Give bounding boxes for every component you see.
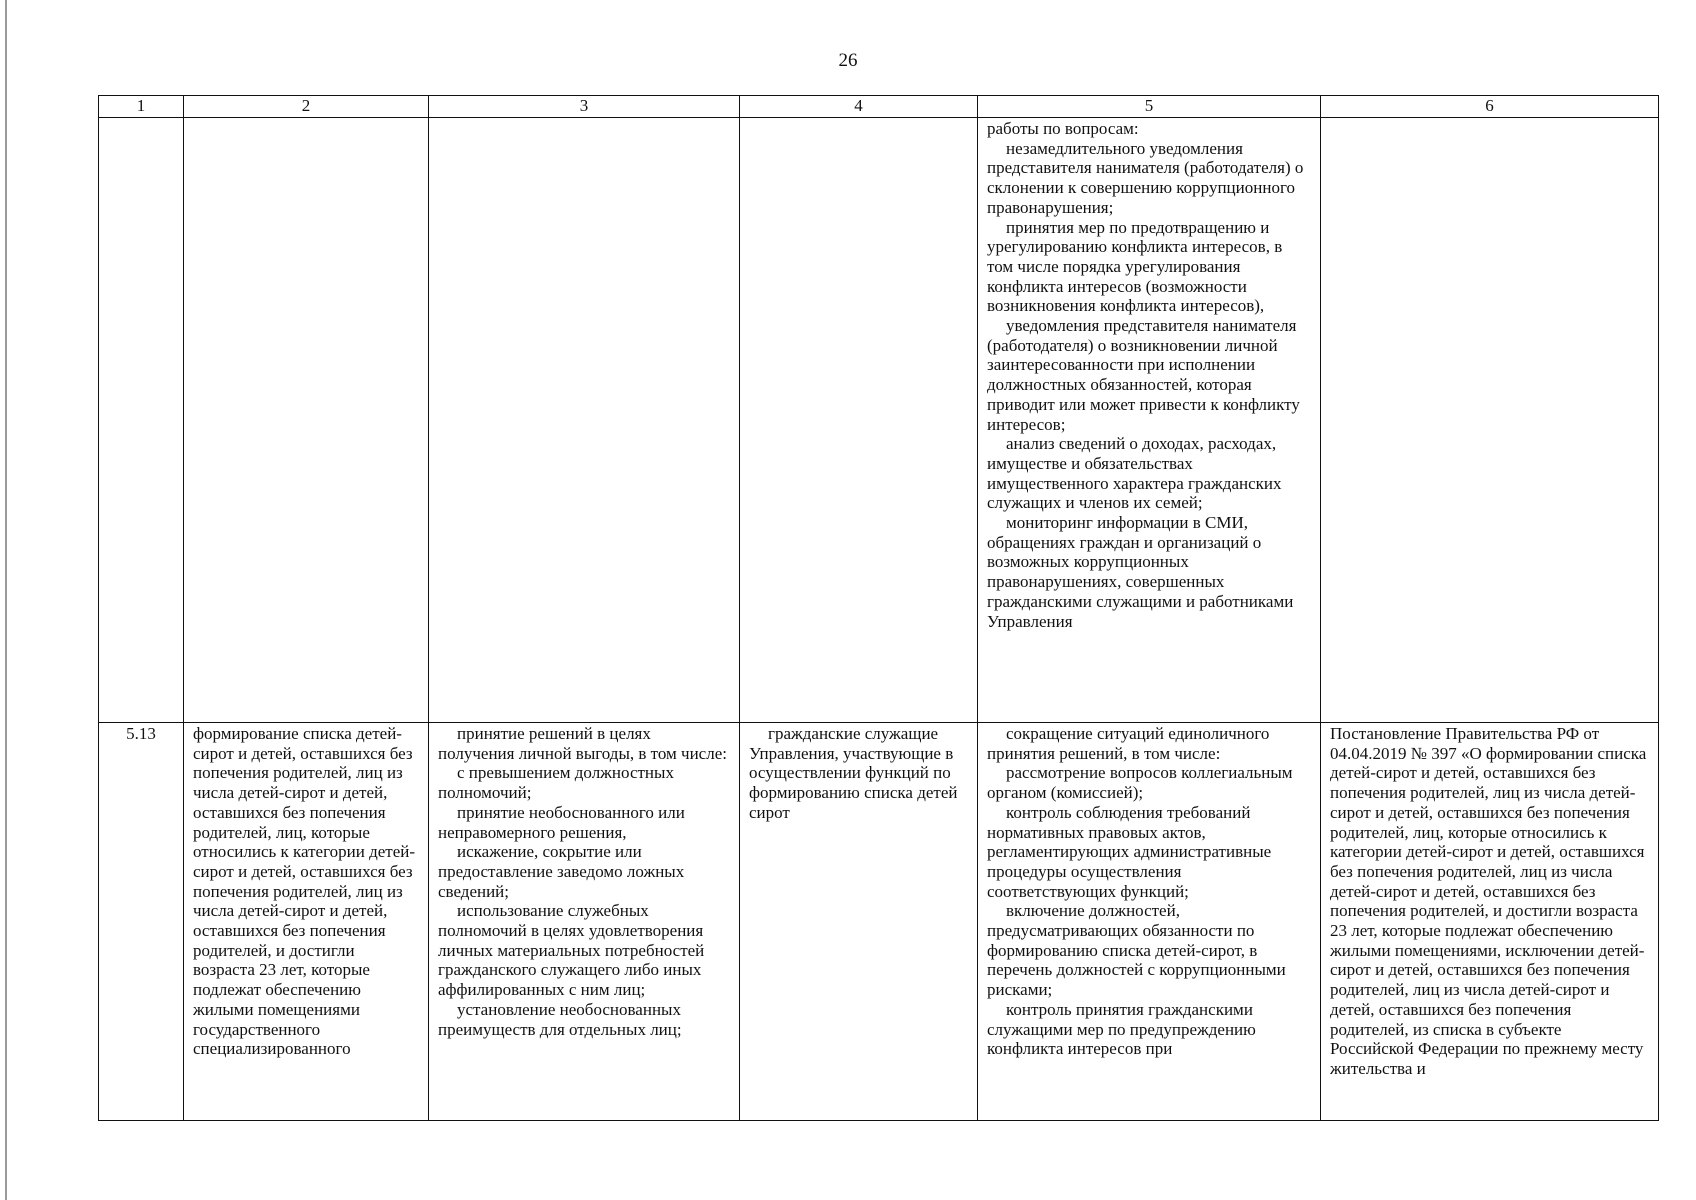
cell-paragraph: искажение, сокрытие или предоставление заведомо ложных сведений;	[438, 842, 685, 901]
cell-paragraph: незамедлительного уведомления представителя нанимателя (работодателя) о склонении к совершению коррупционного правонарушения;	[987, 138, 1304, 217]
cell-paragraph: работы по вопросам:	[987, 119, 1139, 138]
cell-paragraph: рассмотрение вопросов коллегиальным органом (комиссией);	[987, 763, 1293, 803]
legal-basis-text: Постановление Правительства РФ от 04.04.2019 № 397 «О формировании списка детей-сирот и детей, оставшихся без попечения родителей, лиц из числа детей-сирот и детей, оставшихся без попечения родителей, лиц, которые относились к категории детей-сирот и детей, оставшихся без попечения родителей, лиц из числа детей-сирот и детей, оставшихся без попечения родителей, и достигли возраста 23 лет, которые подлежат обеспечению жилыми помещениями, исключении детей-сирот и детей, оставшихся без попечения родителей, лиц из числа детей-сирот и детей, оставшихся без попечения родителей, из списка в субъекте Российской Федерации по прежнему месту жительства и	[1330, 724, 1647, 1078]
cell-paragraph: принятие решений в целях получения личной выгоды, в том числе:	[438, 724, 727, 763]
cell-row-number: 5.13	[99, 723, 184, 1121]
table-row-continued	[99, 118, 1659, 723]
cell-paragraph: контроль соблюдения требований нормативных правовых актов, регламентирующих административные процедуры осуществления соответствующих функций;	[987, 802, 1272, 901]
risk-table	[98, 95, 1659, 1121]
cell-paragraph: включение должностей, предусматривающих обязанности по формированию списка детей-сирот, в перечень должностей с коррупционными рисками;	[987, 901, 1286, 1000]
cell-paragraph: принятие необоснованного или неправомерного решения,	[438, 802, 685, 842]
header-cell-3: 3	[429, 96, 740, 118]
table-row-5-13	[99, 723, 1659, 1121]
header-cell-2: 2	[184, 96, 429, 118]
page-left-edge	[5, 0, 7, 1200]
function-text: формирование списка детей-сирот и детей, оставшихся без попечения родителей, лиц из числа детей-сирот и детей, оставшихся без попечения родителей, лиц, которые относились к категории детей-сирот и детей, оставшихся без попечения родителей, лиц из числа детей-сирот и детей, оставшихся без попечения родителей, и достигли возраста 23 лет, которые подлежат обеспечению жилыми помещениями государственного специализированного	[193, 724, 416, 1059]
cell-empty-6	[1321, 118, 1659, 723]
cell-measures	[978, 723, 1321, 1121]
cell-empty-4	[740, 118, 978, 723]
header-cell-6: 6	[1321, 96, 1659, 118]
cell-num-empty	[99, 118, 184, 723]
cell-paragraph: анализ сведений о доходах, расходах, имуществе и обязательствах имущественного характера гражданских служащих и членов их семей;	[987, 434, 1282, 513]
cell-paragraph: установление необоснованных преимуществ для отдельных лиц;	[438, 999, 682, 1039]
header-cell-5: 5	[978, 96, 1321, 118]
cell-paragraph: с превышением должностных полномочий;	[438, 763, 674, 803]
cell-paragraph: контроль принятия гражданскими служащими мер по предупреждению конфликта интересов при	[987, 999, 1256, 1059]
cell-paragraph: принятия мер по предотвращению и урегулированию конфликта интересов, в том числе порядка урегулирования конфликта интересов (возможности возникновения конфликта интересов),	[987, 217, 1283, 316]
cell-paragraph: сокращение ситуаций единоличного принятия решений, в том числе:	[987, 724, 1270, 763]
cell-positions	[740, 723, 978, 1121]
cell-empty-2	[184, 118, 429, 723]
cell-legal-basis	[1321, 723, 1659, 1121]
header-cell-1: 1	[99, 96, 184, 118]
cell-paragraph: использование служебных полномочий в целях удовлетворения личных материальных потребностей гражданского служащего либо иных аффилированных с ним лиц;	[438, 901, 705, 1000]
cell-empty-3	[429, 118, 740, 723]
cell-paragraph: мониторинг информации в СМИ, обращениях граждан и организаций о возможных коррупционных правонарушениях, совершенных гражданскими служащими и работниками Управления	[987, 513, 1294, 631]
page-number: 26	[838, 50, 858, 71]
header-cell-4: 4	[740, 96, 978, 118]
cell-function	[184, 723, 429, 1121]
cell-paragraph: уведомления представителя нанимателя (работодателя) о возникновении личной заинтересованности при исполнении должностных обязанностей, которая приводит или может привести к конфликту интересов;	[987, 316, 1300, 434]
cell-measures-continued	[978, 118, 1321, 723]
positions-text: гражданские служащие Управления, участвующие в осуществлении функций по формированию списка детей сирот	[749, 724, 958, 822]
cell-risks	[429, 723, 740, 1121]
header-row	[99, 96, 1659, 118]
